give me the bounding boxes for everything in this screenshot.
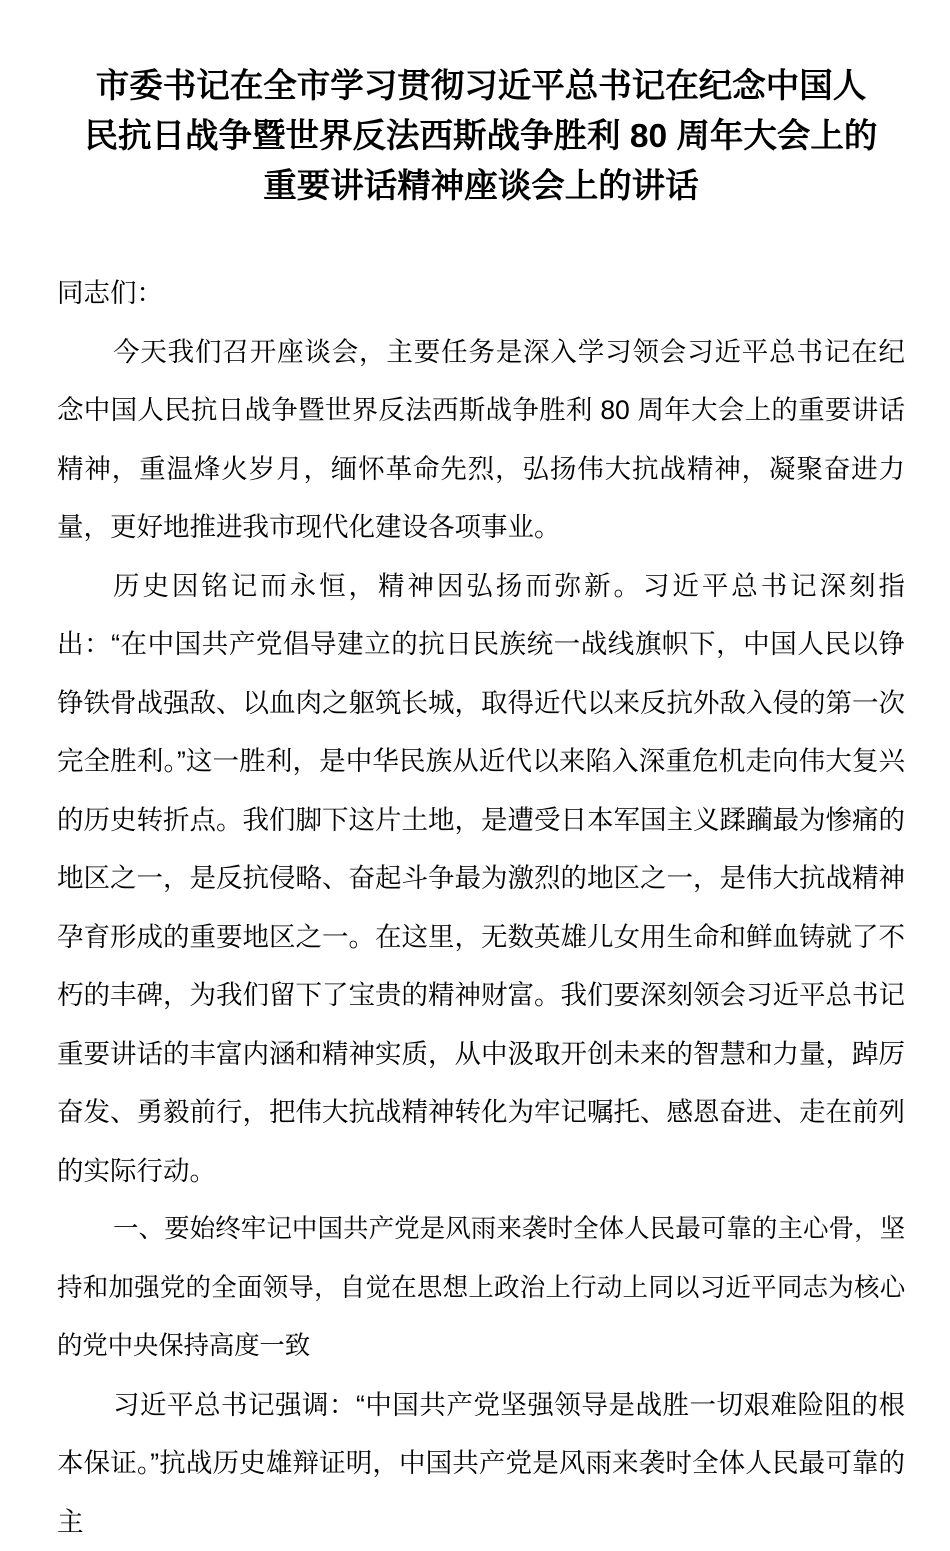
title-line-2: 民抗日战争暨世界反法西斯战争胜利 80 周年大会上的 <box>57 112 905 162</box>
title-line-3: 重要讲话精神座谈会上的讲话 <box>57 162 905 212</box>
section-heading-1: 一、要始终牢记中国共产党是风雨来袭时全体人民最可靠的主心骨，坚持和加强党的全面领导，自觉在思想上政治上行动上同以习近平同志为核心的党中央保持高度一致 <box>57 1200 905 1376</box>
paragraph-1: 今天我们召开座谈会，主要任务是深入学习领会习近平总书记在纪念中国人民抗日战争暨世界反法西斯战争胜利 80 周年大会上的重要讲话精神，重温烽火岁月，缅怀革命先烈，弘扬伟大抗战精神，凝聚奋进力量，更好地推进我市现代化建设各项事业。 <box>57 323 905 557</box>
document-content <box>57 0 905 1551</box>
salutation: 同志们： <box>57 264 905 323</box>
document-title <box>57 0 905 212</box>
paragraph-2: 历史因铭记而永恒，精神因弘扬而弥新。习近平总书记深刻指出：“在中国共产党倡导建立的抗日民族统一战线旗帜下，中国人民以铮铮铁骨战强敌、以血肉之躯筑长城，取得近代以来反抗外敌入侵的第一次完全胜利。”这一胜利，是中华民族从近代以来陷入深重危机走向伟大复兴的历史转折点。我们脚下这片土地，是遭受日本军国主义蹂躏最为惨痛的地区之一，是反抗侵略、奋起斗争最为激烈的地区之一，是伟大抗战精神孕育形成的重要地区之一。在这里，无数英雄儿女用生命和鲜血铸就了不朽的丰碑，为我们留下了宝贵的精神财富。我们要深刻领会习近平总书记重要讲话的丰富内涵和精神实质，从中汲取开创未来的智慧和力量，踔厉奋发、勇毅前行，把伟大抗战精神转化为牢记嘱托、感恩奋进、走在前列的实际行动。 <box>57 557 905 1201</box>
paragraph-4: 习近平总书记强调：“中国共产党坚强领导是战胜一切艰难险阻的根本保证。”抗战历史雄辩证明，中国共产党是风雨来袭时全体人民最可靠的主 <box>57 1376 905 1551</box>
document-body <box>57 264 905 1551</box>
title-line-1: 市委书记在全市学习贯彻习近平总书记在纪念中国人 <box>57 62 905 112</box>
